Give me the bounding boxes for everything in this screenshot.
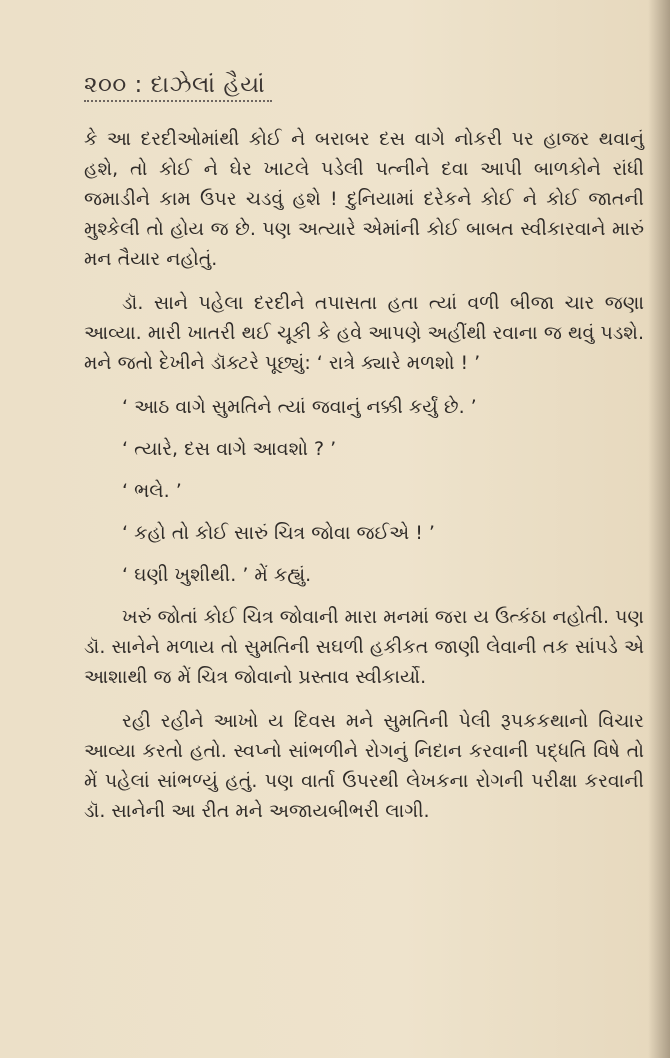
- page-spine-shadow: [648, 0, 670, 1058]
- dialogue-line: ‘ કહો તો કોઈ સારું ચિત્ર જોવા જઈએ ! ’: [122, 522, 435, 544]
- dialogue-line: ‘ ઘણી ખુશીથી. ’ મેં કહ્યું.: [122, 564, 312, 586]
- book-title: દાઝેલાં હૈયાં: [150, 72, 266, 98]
- header-separator: :: [134, 72, 143, 98]
- paragraph: ડૉ. સાને પહેલા દરદીને તપાસતા હતા ત્યાં વળી બીજા ચાર જણા આવ્યા. મારી ખાતરી થઈ ચૂકી કે હવે આપણે અહીંથી રવાના જ થવું પડશે. મને જતો દેખીને ડૉક્ટરે પૂછ્યું: ‘ રાત્રે ક્યારે મળશો ! ’: [84, 292, 644, 374]
- page-body: [84, 124, 644, 840]
- dialogue-line: ‘ ભલે. ’: [122, 480, 182, 502]
- dialogue-line: ‘ આઠ વાગે સુમતિને ત્યાં જવાનું નક્કી કર્યું છે. ’: [122, 396, 477, 418]
- paragraph: ખરું જોતાં કોઈ ચિત્ર જોવાની મારા મનમાં જરા ય ઉત્કંઠા નહોતી. પણ ડૉ. સાનેને મળાય તો સુમતિની સઘળી હકીકત જાણી લેવાની તક સાંપડે એ આશાથી જ મેં ચિત્ર જોવાનો પ્રસ્તાવ સ્વીકાર્યો.: [84, 606, 644, 688]
- page-number: ૨૦૦: [84, 72, 127, 98]
- dialogue-line: ‘ ત્યારે, દસ વાગે આવશો ? ’: [122, 438, 337, 460]
- running-header: [84, 72, 265, 98]
- header-dotted-rule: [84, 100, 272, 102]
- paragraph-continuation: કે આ દરદીઓમાંથી કોઈ ને બરાબર દસ વાગે નોકરી પર હાજર થવાનું હશે, તો કોઈ ને ઘેર ખાટલે પડેલી પત્નીને દવા આપી બાળકોને રાંધી જમાડીને કામ ઉપર ચડવું હશે ! દુનિયામાં દરેકને કોઈ ને કોઈ જાતની મુશ્કેલી તો હોય જ છે. પણ અત્યારે એમાંની કોઈ બાબત સ્વીકારવાને મારું મન તૈયાર નહોતું.: [84, 128, 644, 270]
- paragraph: રહી રહીને આખો ય દિવસ મને સુમતિની પેલી રૂપકકથાનો વિચાર આવ્યા કરતો હતો. સ્વપ્નો સાંભળીને રોગનું નિદાન કરવાની પદ્ધતિ વિષે તો મેં પહેલાં સાંભળ્યું હતું. પણ વાર્તા ઉપરથી લેખકના રોગની પરીક્ષા કરવાની ડૉ. સાનેની આ રીત મને અજાયબીભરી લાગી.: [84, 710, 644, 822]
